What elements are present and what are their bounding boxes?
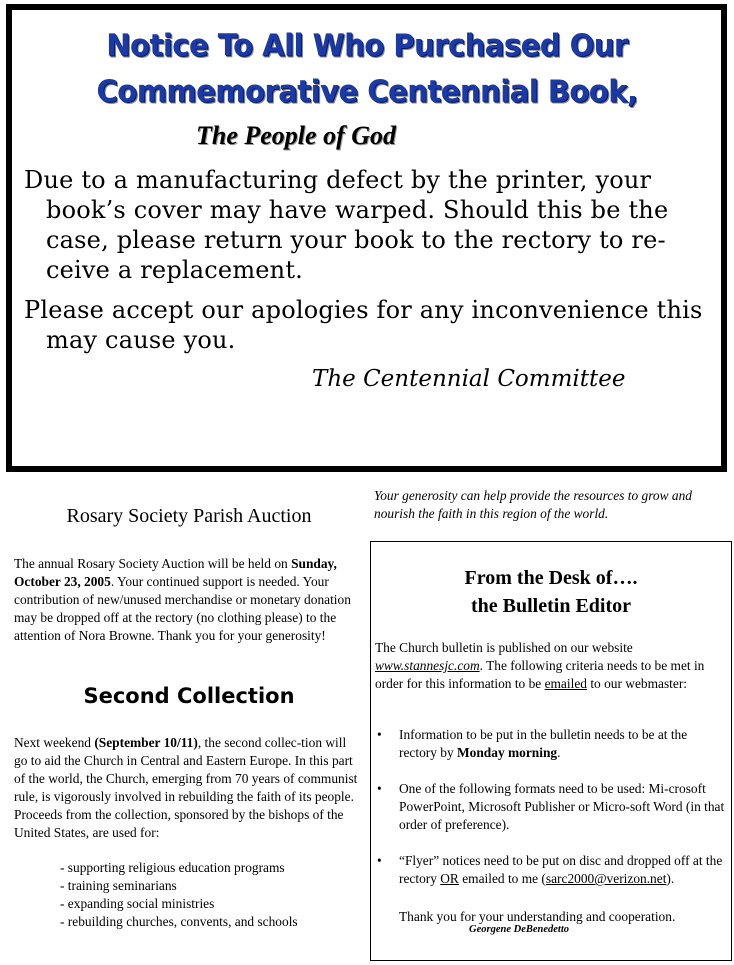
- criteria-text: Information to be put in the bulletin needs to be at the rectory by: [399, 727, 688, 760]
- collection-date: (September 10/11): [94, 735, 198, 750]
- website-link[interactable]: www.stannesjc.com: [375, 658, 480, 673]
- notice-paragraph-defect: Due to a manufacturing defect by the printer, your book’s cover may have warped. Should this be the case, please return your book to the rectory to re-ceive a replacement.: [24, 166, 669, 284]
- notice-title-line2: Commemorative Centennial Book,: [96, 73, 638, 109]
- criteria-item-deadline: [375, 726, 725, 762]
- list-item: - rebuilding churches, convents, and schools: [60, 914, 298, 929]
- auction-heading: Rosary Society Parish Auction: [66, 505, 312, 527]
- collection-paragraph: [14, 734, 360, 842]
- collection-text-end: , the second collec-tion will go to aid the Church in Central and Eastern Europe. In this part of the world, the Church, emerging from 70 years of communist rule, is vigorously involved in rebuilding the faith of its people. Proceeds from the collection, sponsored by the bishops of the United States, are used for:: [14, 735, 358, 840]
- criteria-text-end: .: [557, 745, 561, 760]
- desk-intro: [375, 639, 725, 693]
- or-word: OR: [440, 871, 459, 886]
- bulletin-editor-box: [370, 541, 732, 961]
- desk-intro-middle: . The following criteria needs to be met in order for this information to be: [375, 658, 705, 691]
- desk-title-line2: the Bulletin Editor: [470, 595, 631, 617]
- collection-heading: Second Collection: [83, 684, 295, 708]
- generosity-note: Your generosity can help provide the resources to grow and nourish the faith in this region of the world.: [374, 488, 692, 521]
- criteria-item-flyer: [375, 852, 725, 888]
- desk-intro-end: to our webmaster:: [586, 676, 687, 691]
- thanks-note: Thank you for your understanding and cooperation.: [399, 909, 676, 924]
- desk-title-line1: From the Desk of….: [464, 567, 638, 589]
- desk-title: [371, 564, 731, 620]
- deadline-day: Monday morning: [457, 745, 558, 760]
- collection-text-start: Next weekend: [14, 735, 95, 750]
- criteria-text: “Flyer” notices need to be put on disc and dropped off at the rectory: [399, 853, 723, 886]
- email-link[interactable]: sarc2000@verizon.net: [545, 871, 667, 886]
- emailed-word: emailed: [544, 676, 587, 691]
- desk-intro-start: The Church bulletin is published on our website: [375, 640, 633, 655]
- criteria-list: [375, 726, 725, 906]
- auction-paragraph: [14, 555, 360, 645]
- auction-text-start: The annual Rosary Society Auction will be held on: [14, 556, 292, 571]
- auction-text-end: . Your continued support is needed. Your contribution of new/unused merchandise or monetary donation may be dropped off at the rectory (no clothing please) to the attention of Nora Browne. Thank you for your generosity!: [14, 574, 351, 643]
- editor-signature: Georgene DeBenedetto: [469, 924, 570, 935]
- criteria-text-end: ).: [666, 871, 675, 886]
- list-item: - training seminarians: [60, 878, 177, 893]
- criteria-item-formats: • One of the following formats need to be used: Mi-crosoft PowerPoint, Microsoft Publisher or Micro-soft Word (in that order of preference).: [375, 780, 725, 834]
- list-item: - supporting religious education programs: [60, 860, 285, 875]
- collection-uses-list: [60, 859, 298, 931]
- auction-date: Sunday, October 23, 2005: [14, 556, 337, 589]
- criteria-text-mid: emailed to me (: [458, 871, 546, 886]
- notice-title-line1: Notice To All Who Purchased Our: [106, 27, 628, 63]
- list-item: - expanding social ministries: [60, 896, 215, 911]
- book-title: The People of God: [196, 121, 397, 150]
- notice-paragraph-apology: Please accept our apologies for any inconvenience this may cause you.: [24, 296, 703, 354]
- notice-signature: The Centennial Committee: [312, 366, 626, 392]
